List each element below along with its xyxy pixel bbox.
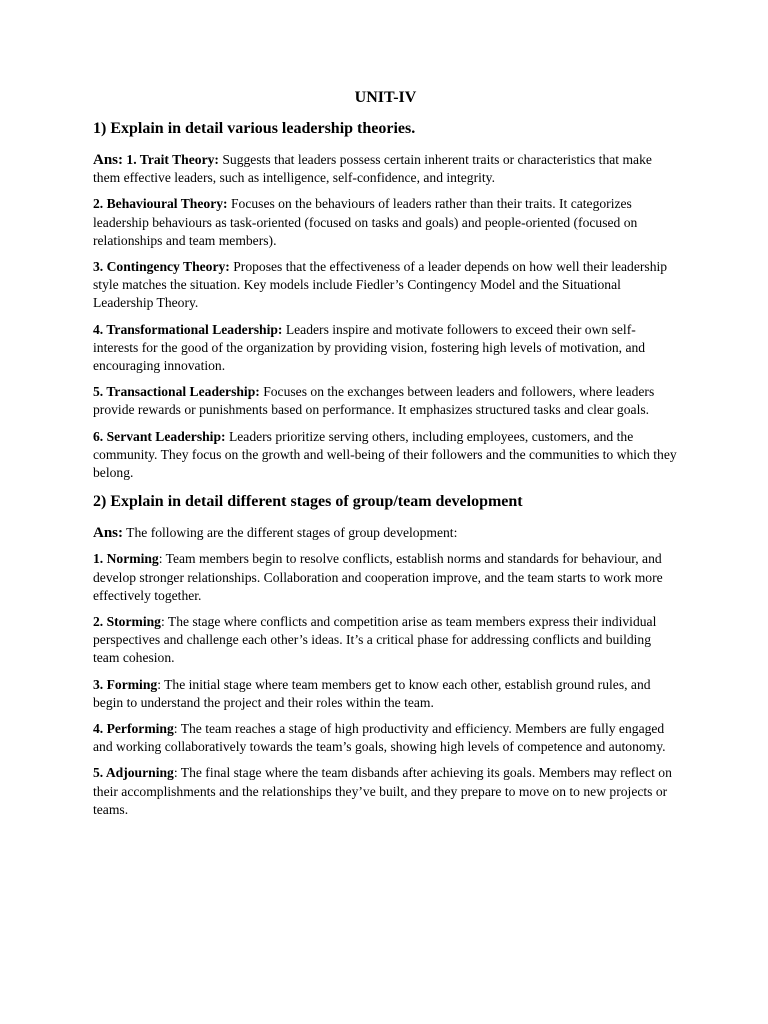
- answer-label: Ans:: [93, 525, 124, 542]
- item-text: Focuses on the behaviours of leaders rather than their traits. It categorizes leadership behaviours as task-oriented (focused on tasks and goals) and people-oriented (focused on relationships and team members).: [93, 196, 638, 248]
- question-2-heading: 2) Explain in detail different stages of group/team development: [93, 493, 523, 511]
- item-term: 2. Storming: [93, 614, 161, 630]
- item-term: 5. Adjourning: [93, 765, 174, 781]
- answer-intro-text: The following are the different stages of group development:: [123, 525, 458, 541]
- item-term: 3. Forming: [93, 676, 158, 692]
- answer-item: [93, 764, 678, 819]
- answer-intro: [93, 524, 678, 542]
- document-page: [93, 88, 678, 827]
- answer-label: Ans:: [93, 152, 124, 168]
- item-text: : The final stage where the team disbands after achieving its goals. Members may reflect on their accomplishments and the relationships they’ve built, and they prepare to move on to new projects or teams.: [93, 765, 672, 817]
- item-term: 4. Transformational Leadership:: [93, 321, 283, 337]
- item-term: 1. Trait Theory:: [126, 152, 219, 167]
- question-1-heading: 1) Explain in detail various leadership theories.: [93, 120, 416, 137]
- item-text: : Team members begin to resolve conflicts, establish norms and standards for behaviour, and develop stronger relationships. Collaboration and cooperation improve, and the team starts to work more effectively together.: [93, 551, 663, 603]
- answer-item: [93, 321, 678, 376]
- item-text: Suggests that leaders possess certain inherent traits or characteristics that make them effective leaders, such as intelligence, self-confidence, and integrity.: [93, 152, 652, 186]
- item-text: Leaders prioritize serving others, including employees, customers, and the community. They focus on the growth and well-being of their followers and the communities to which they belong.: [93, 428, 677, 481]
- item-text: : The stage where conflicts and competition arise as team members express their individual perspectives and challenge each other’s ideas. It’s a critical phase for addressing conflicts and building team cohesion.: [93, 614, 657, 666]
- item-text: Leaders inspire and motivate followers to exceed their own self-interests for the good of the organization by providing vision, fostering high levels of motivation, and encouraging innovation.: [93, 321, 646, 374]
- item-text: : The initial stage where team members get to know each other, establish ground rules, and begin to understand the project and their roles within the team.: [93, 676, 651, 710]
- item-text: : The team reaches a stage of high productivity and efficiency. Members are fully engaged and working collaboratively towards the team’s goals, showing high levels of competence and autonomy.: [93, 721, 666, 755]
- answer-item: [93, 428, 678, 483]
- item-term: 3. Contingency Theory:: [93, 259, 230, 275]
- answer-item: [93, 550, 678, 605]
- item-term: 2. Behavioural Theory:: [93, 196, 228, 212]
- answer-item: [93, 258, 678, 313]
- answer-item: [93, 151, 678, 187]
- item-text: Focuses on the exchanges between leaders and followers, where leaders provide rewards or punishments based on performance. It emphasizes structured tasks and clear goals.: [93, 384, 655, 418]
- answer-item: [93, 195, 678, 250]
- answer-item: [93, 720, 678, 756]
- item-term: 5. Transactional Leadership:: [93, 384, 260, 400]
- item-term: 6. Servant Leadership:: [93, 428, 226, 444]
- item-term: 4. Performing: [93, 721, 174, 737]
- answer-item: [93, 676, 678, 712]
- unit-title: UNIT-IV: [354, 89, 417, 106]
- item-text: Proposes that the effectiveness of a leader depends on how well their leadership style matches the situation. Key models include Fiedler’s Contingency Model and the Situational Leadership Theory.: [93, 259, 668, 311]
- answer-item: [93, 613, 678, 668]
- item-term: 1. Norming: [93, 551, 159, 567]
- answer-item: [93, 383, 678, 419]
